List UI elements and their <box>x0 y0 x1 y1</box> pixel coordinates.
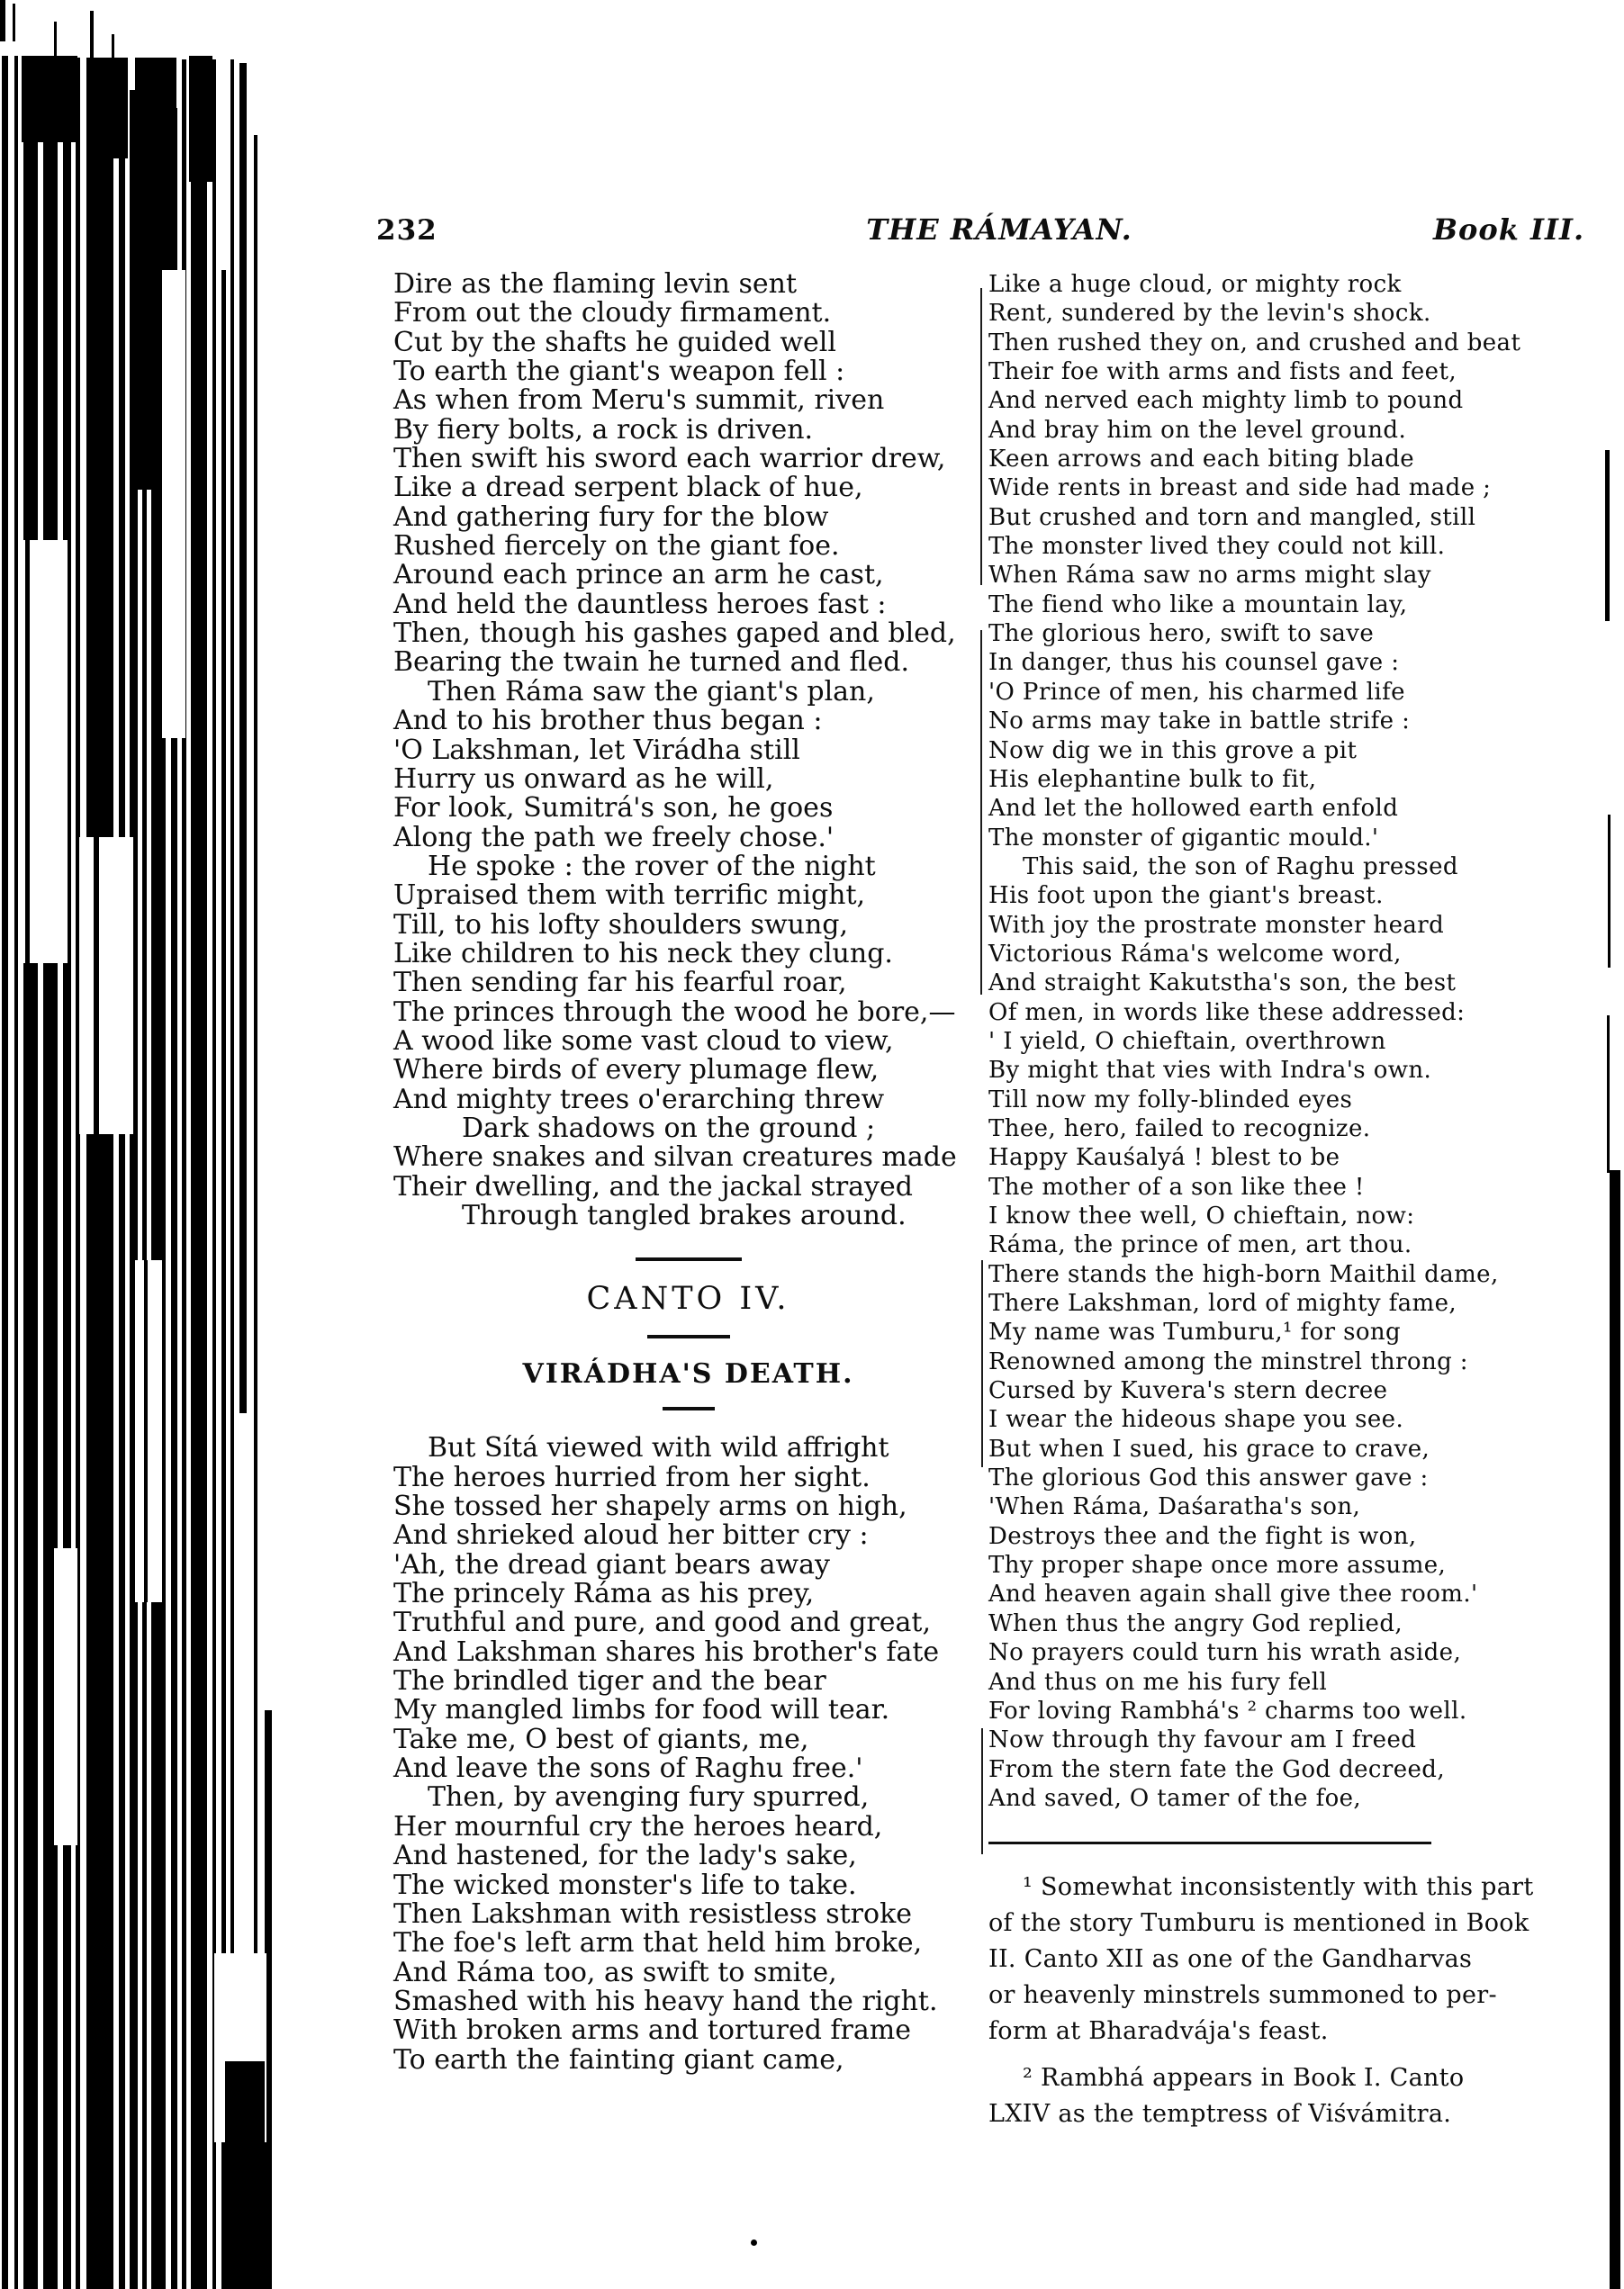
verse-line: Rent, sundered by the levin's shock. <box>988 300 1431 328</box>
page-number: 232 <box>376 214 438 247</box>
verse-line: And to his brother thus began : <box>393 705 823 737</box>
verse-line: Destroys thee and the fight is won, <box>988 1522 1417 1550</box>
verse-line: Keen arrows and each biting blade <box>988 446 1415 473</box>
verse-line: The princely Ráma as his prey, <box>393 1578 815 1610</box>
verse-line: 'Ah, the dread giant bears away <box>393 1548 831 1581</box>
verse-line: My name was Tumburu,¹ for song <box>988 1319 1402 1347</box>
verse-line: Thee, hero, failed to recognize. <box>988 1114 1371 1142</box>
verse-line: The glorious hero, swift to save <box>988 620 1375 648</box>
verse-line: Smashed with his heavy hand the right. <box>393 1985 938 2017</box>
right-column <box>988 270 1534 2132</box>
section-rule <box>636 1257 742 1261</box>
verse-line: Upraised them with terrific might, <box>393 879 866 912</box>
right-edge-mark <box>1607 1015 1610 1173</box>
scan-gutter-artifact <box>0 0 297 2289</box>
verse-line: To earth the fainting giant came, <box>393 2043 844 2076</box>
verse-line: But when I sued, his grace to crave, <box>988 1435 1430 1463</box>
book-label: Book III. <box>1433 212 1585 247</box>
verse-line: A wood like some vast cloud to view, <box>393 1024 894 1057</box>
running-title: THE RÁMAYAN. <box>866 212 1132 247</box>
verse-line: Rushed fiercely on the giant foe. <box>393 530 840 563</box>
verse-line: And shrieked aloud her bitter cry : <box>393 1519 869 1552</box>
verse-line: Their foe with arms and fists and feet, <box>988 358 1457 386</box>
verse-line: Cut by the shafts he guided well <box>393 326 836 358</box>
footnote-1 <box>988 1870 1534 2050</box>
verse-line: But crushed and torn and mangled, still <box>988 503 1476 531</box>
canto-title: CANTO IV. <box>586 1281 790 1318</box>
verse-line: The monster of gigantic mould.' <box>988 824 1379 852</box>
verse-line: Happy Kauśalyá ! blest to be <box>988 1144 1340 1172</box>
verse-line: And mighty trees o'erarching threw <box>393 1083 885 1115</box>
verse-line: Ráma, the prince of men, art thou. <box>988 1231 1412 1259</box>
footnote-line: ¹ Somewhat inconsistently with this part <box>1023 1873 1534 1902</box>
verse-line: Now through thy favour am I freed <box>988 1726 1417 1754</box>
verse-line: And thus on me his fury fell <box>988 1668 1328 1696</box>
verse-line: I know thee well, O chieftain, now: <box>988 1203 1415 1230</box>
verse-line: For loving Rambhá's ² charms too well. <box>988 1697 1467 1725</box>
verse-line: The monster lived they could not kill. <box>988 533 1446 561</box>
verse-line: Through tangled brakes around. <box>462 1200 907 1231</box>
verse-line: But Sítá viewed with wild affright <box>428 1432 889 1464</box>
footnote-rule <box>988 1842 1431 1844</box>
verse-line: When thus the angry God replied, <box>988 1609 1403 1637</box>
verse-line: And hastened, for the lady's sake, <box>393 1840 857 1872</box>
verse-line: And Ráma too, as swift to smite, <box>393 1956 837 1988</box>
verse-line: The mother of a son like thee ! <box>988 1173 1365 1201</box>
footnote-line: II. Canto XII as one of the Gandharvas <box>988 1945 1473 1974</box>
footnote-line: ² Rambhá appears in Book I. Canto <box>1023 2064 1465 2093</box>
verse-line: Then Lakshman with resistless stroke <box>393 1897 913 1930</box>
verse-line: With joy the prostrate monster heard <box>988 911 1445 939</box>
verse-line: Thy proper shape once more assume, <box>988 1552 1447 1580</box>
verse-line: My mangled limbs for food will tear. <box>393 1694 890 1726</box>
verse-line: Their dwelling, and the jackal strayed <box>393 1170 913 1203</box>
verse-line: Now dig we in this grove a pit <box>988 736 1358 764</box>
verse-line: As when from Meru's summit, riven <box>393 384 885 417</box>
left-stanza-2 <box>393 1434 983 2075</box>
left-stanza-1 <box>393 270 983 1230</box>
canto-subtitle: VIRÁDHA'S DEATH. <box>522 1358 854 1391</box>
section-rule <box>647 1335 730 1338</box>
verse-line: 'O Lakshman, let Virádha still <box>393 734 800 766</box>
verse-line: The heroes hurried from her sight. <box>393 1461 871 1493</box>
verse-line: Her mournful cry the heroes heard, <box>393 1810 883 1843</box>
verse-line: For look, Sumitrá's son, he goes <box>393 792 834 825</box>
footnote-line: form at Bharadvája's feast. <box>988 2017 1329 2046</box>
verse-line: Truthful and pure, and good and great, <box>393 1607 931 1639</box>
verse-line: And saved, O tamer of the foe, <box>988 1784 1362 1812</box>
verse-line: The brindled tiger and the bear <box>393 1665 826 1698</box>
verse-line: Then, though his gashes gaped and bled, <box>393 617 956 650</box>
right-edge-mark <box>1605 450 1610 621</box>
verse-line: Then Ráma saw the giant's plan, <box>428 675 875 707</box>
verse-line: In danger, thus his counsel gave : <box>988 649 1400 677</box>
section-rule <box>663 1407 715 1410</box>
verse-line: His foot upon the giant's breast. <box>988 882 1384 910</box>
verse-line: And nerved each mighty limb to pound <box>988 387 1464 415</box>
verse-line: Wide rents in breast and side had made ; <box>988 474 1492 502</box>
verse-line: The fiend who like a mountain lay, <box>988 590 1408 618</box>
verse-line: Till now my folly-blinded eyes <box>988 1086 1353 1113</box>
verse-line: She tossed her shapely arms on high, <box>393 1491 907 1523</box>
verse-line: ' I yield, O chieftain, overthrown <box>988 1027 1386 1055</box>
verse-line: And gathering fury for the blow <box>393 500 829 533</box>
verse-line: Take me, O best of giants, me, <box>393 1723 809 1755</box>
footnote-line: LXIV as the temptress of Viśvámitra. <box>988 2100 1452 2129</box>
verse-line: 'O Prince of men, his charmed life <box>988 678 1405 706</box>
right-stanza <box>988 270 1521 1813</box>
verse-line: Like a dread serpent black of hue, <box>393 472 863 504</box>
footnote-line: or heavenly minstrels summoned to per- <box>988 1981 1497 2010</box>
verse-line: From the stern fate the God decreed, <box>988 1755 1446 1783</box>
verse-line: No prayers could turn his wrath aside, <box>988 1639 1462 1667</box>
verse-line: And bray him on the level ground. <box>988 416 1407 444</box>
verse-line: By might that vies with Indra's own. <box>988 1057 1432 1085</box>
verse-line: Of men, in words like these addressed: <box>988 998 1466 1026</box>
verse-line: No arms may take in battle strife : <box>988 707 1411 735</box>
verse-line: Then swift his sword each warrior drew, <box>393 443 946 475</box>
verse-line: And let the hollowed earth enfold <box>988 795 1399 823</box>
ink-speck <box>751 2239 757 2246</box>
right-edge-mark <box>1608 815 1610 968</box>
verse-line: This said, the son of Raghu pressed <box>1023 852 1458 880</box>
verse-line: The wicked monster's life to take. <box>393 1869 857 1901</box>
verse-line: I wear the hideous shape you see. <box>988 1406 1404 1434</box>
verse-line: And heaven again shall give thee room.' <box>988 1581 1478 1609</box>
verse-line: He spoke : the rover of the night <box>428 850 876 882</box>
verse-line: Bearing the twain he turned and fled. <box>393 646 910 679</box>
right-edge-bar <box>1610 1170 1620 2289</box>
footnote-2 <box>988 2060 1465 2132</box>
verse-line: Around each prince an arm he cast, <box>393 559 884 591</box>
verse-line: There Lakshman, lord of mighty fame, <box>988 1290 1457 1318</box>
verse-line: Cursed by Kuvera's stern decree <box>988 1377 1388 1405</box>
verse-line: The glorious God this answer gave : <box>988 1464 1429 1492</box>
verse-line: Till, to his lofty shoulders swung, <box>393 908 849 941</box>
verse-line: Hurry us onward as he will, <box>393 762 774 795</box>
footnote-line: of the story Tumburu is mentioned in Book <box>988 1909 1529 1938</box>
verse-line: Dark shadows on the ground ; <box>462 1112 876 1144</box>
verse-line: Then rushed they on, and crushed and beat <box>988 329 1521 356</box>
left-column <box>393 270 983 2075</box>
verse-line: Like children to his neck they clung. <box>393 937 893 969</box>
verse-line: Renowned among the minstrel throng : <box>988 1347 1468 1375</box>
verse-line: And held the dauntless heroes fast : <box>393 588 887 620</box>
verse-line: By fiery bolts, a rock is driven. <box>393 413 814 446</box>
verse-line: With broken arms and tortured frame <box>393 2014 911 2047</box>
verse-line: Where snakes and silvan creatures made <box>393 1141 957 1174</box>
verse-line: The foe's left arm that held him broke, <box>393 1927 923 1960</box>
verse-line: 'When Ráma, Daśaratha's son, <box>988 1493 1361 1521</box>
verse-line: Like a huge cloud, or mighty rock <box>988 271 1402 298</box>
verse-line: Then sending far his fearful roar, <box>393 967 847 999</box>
verse-line: Victorious Ráma's welcome word, <box>988 940 1402 968</box>
verse-line: From out the cloudy firmament. <box>393 297 832 329</box>
verse-line: Where birds of every plumage flew, <box>393 1054 880 1086</box>
verse-line: The princes through the wood he bore,— <box>393 996 956 1028</box>
verse-line: And straight Kakutstha's son, the best <box>988 969 1457 997</box>
verse-line: To earth the giant's weapon fell : <box>393 356 845 388</box>
verse-line: Then, by avenging fury spurred, <box>428 1781 870 1814</box>
verse-line: Dire as the flaming levin sent <box>393 268 798 300</box>
verse-line: His elephantine bulk to fit, <box>988 765 1317 793</box>
verse-line: And Lakshman shares his brother's fate <box>393 1636 940 1668</box>
verse-line: And leave the sons of Raghu free.' <box>393 1753 863 1785</box>
verse-line: When Ráma saw no arms might slay <box>988 562 1431 590</box>
verse-line: There stands the high-born Maithil dame, <box>988 1260 1499 1288</box>
verse-line: Along the path we freely chose.' <box>393 821 835 853</box>
